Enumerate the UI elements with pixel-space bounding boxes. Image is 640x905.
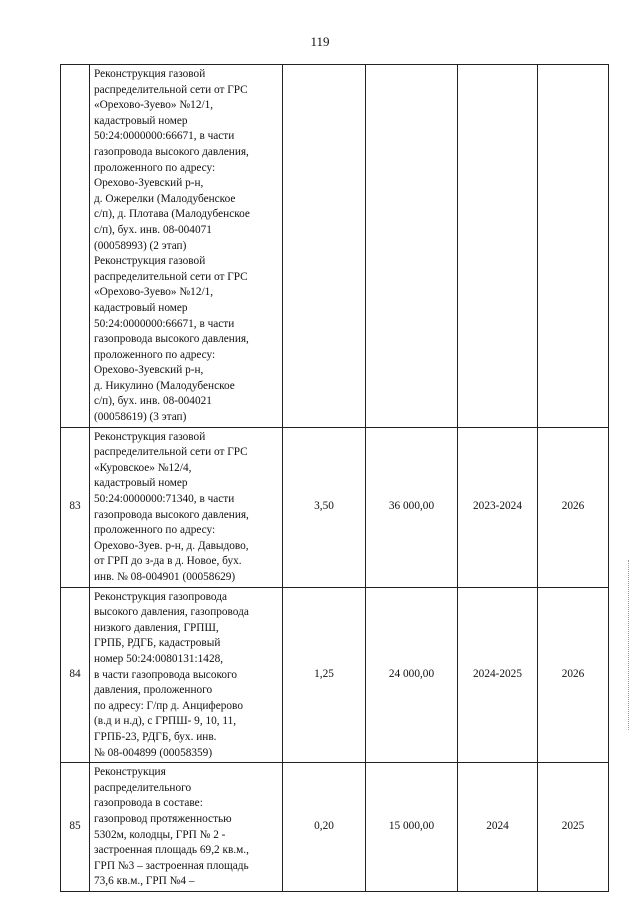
- table-row: [61, 587, 609, 763]
- table-row: [61, 65, 609, 428]
- table-row: [61, 763, 609, 892]
- object-description-cell: Реконструкция газовой распределительной сети от ГРС «Куровское» №12/4, кадастровый номер 50:24:0000000:71340, в части газопровода высокого давления, проложенного по адресу: Орехово-Зуев. р-н, д. Давыдово, от ГРП до з-да в д. Новое, бух. инв. № 08-004901 (00058629): [90, 427, 283, 587]
- cost-cell: 36 000,00: [366, 427, 458, 587]
- registry-table: [60, 64, 609, 892]
- length-cell: [283, 65, 366, 428]
- cost-cell: 15 000,00: [366, 763, 458, 892]
- object-description-cell: Реконструкция газопровода высокого давления, газопровода низкого давления, ГРПШ, ГРПБ, РДГБ, кадастровый номер 50:24:0080131:1428, в части газопровода высокого давления, проложенного по адресу: Г/пр д. Анциферово (в.д и н.д), с ГРПШ- 9, 10, 11, ГРПБ-23, РДГБ, бух. инв. № 08-004899 (00058359): [90, 587, 283, 763]
- object-description-cell: Реконструкция распределительного газопровода в составе: газопровод протяженностью 5302м, колодцы, ГРП № 2 - застроенная площадь 69,2 кв.м., ГРП №3 – застроенная площадь 73,6 кв.м., ГРП №4 –: [90, 763, 283, 892]
- row-number-cell: [61, 65, 90, 428]
- margin-scan-mark: [628, 560, 637, 730]
- year-cell: 2026: [538, 427, 609, 587]
- cost-cell: [366, 65, 458, 428]
- table-row: [61, 427, 609, 587]
- period-cell: 2024: [458, 763, 538, 892]
- cost-cell: 24 000,00: [366, 587, 458, 763]
- period-cell: [458, 65, 538, 428]
- period-cell: 2023-2024: [458, 427, 538, 587]
- year-cell: [538, 65, 609, 428]
- length-cell: 1,25: [283, 587, 366, 763]
- period-cell: 2024-2025: [458, 587, 538, 763]
- year-cell: 2025: [538, 763, 609, 892]
- row-number-cell: 83: [61, 427, 90, 587]
- object-description-cell: Реконструкция газовой распределительной сети от ГРС «Орехово-Зуево» №12/1, кадастровый номер 50:24:0000000:66671, в части газопровода высокого давления, проложенного по адресу: Орехово-Зуевский р-н, д. Ожерелки (Малодубенское с/п), д. Плотава (Малодубенское с/п), бух. инв. 08-004071 (00058993) (2 этап) Реконструкция газовой распределительной сети от ГРС «Орехово-Зуево» №12/1, кадастровый номер 50:24:0000000:66671, в части газопровода высокого давления, проложенного по адресу: Орехово-Зуевский р-н, д. Никулино (Малодубенское с/п), бух. инв. 08-004021 (00058619) (3 этап): [90, 65, 283, 428]
- row-number-cell: 85: [61, 763, 90, 892]
- year-cell: 2026: [538, 587, 609, 763]
- length-cell: 3,50: [283, 427, 366, 587]
- page-number: 119: [310, 34, 330, 49]
- length-cell: 0,20: [283, 763, 366, 892]
- row-number-cell: 84: [61, 587, 90, 763]
